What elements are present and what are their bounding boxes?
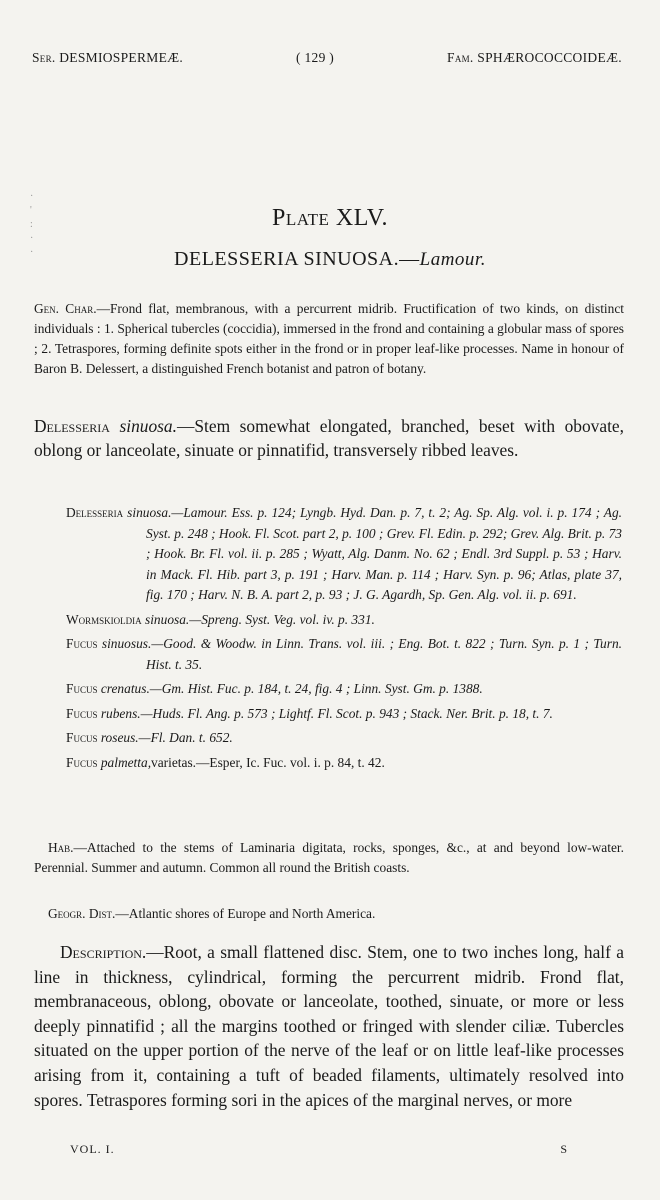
synonym-citations: Good. & Woodw. in Linn. Trans. vol. iii. ; Eng. Bot. t. 822 ; Turn. Syn. p. 1 ; Turn. Hist. t. 35. [146, 636, 622, 672]
volume-label: VOL. I. [70, 1142, 115, 1156]
margin-specks: · ' : · · [30, 191, 34, 258]
habitat [34, 838, 624, 878]
synonym-epithet: sinuosus.— [101, 636, 164, 651]
synonym-epithet: palmetta, [100, 754, 152, 770]
synonym-entry [66, 753, 622, 774]
species-author: Lamour. [419, 249, 486, 270]
description-text: —Root, a small flattened disc. Stem, one to two inches long, half a line in thickness, cylindrical, forming the percurrent midrib. Frond flat, membranaceous, oblong, obovate or lanceolate, toothed, sinuate, or more or less deeply pinnatifid ; all the margins toothed or fringed with slender ciliæ. Tubercles situated on the upper portion of the nerve of the leaf or on little leaf-like processes arising from it, containing a tuft of beaded filaments, ultimately resolved into spores. Tetraspores forming sori in the apices of the marginal nerves, or more [34, 942, 624, 1110]
synonym-entry [66, 728, 622, 749]
synonym-citations: Spreng. Syst. Veg. vol. iv. p. 331. [201, 611, 375, 627]
geogr-label: Geogr. Dist. [48, 906, 116, 921]
synonym-citations: Gm. Hist. Fuc. p. 184, t. 24, fig. 4 ; Linn. Syst. Gm. p. 1388. [161, 681, 483, 696]
habitat-text: —Attached to the stems of Laminaria digitata, rocks, sponges, &c., at and beyond low-water. Perennial. Summer and autumn. Common all round the British coasts. [34, 840, 624, 875]
description [34, 940, 624, 1112]
description-label: Description. [60, 942, 147, 962]
synonym-citations: Lamour. Ess. p. 124; Lyngb. Hyd. Dan. p. 7, t. 2; Ag. Sp. Alg. vol. i. p. 174 ; Ag. Syst. p. 248 ; Hook. Fl. Scot. part 2, p. 100 ; Grev. Fl. Edin. p. 292; Grev. Alg. Brit. p. 73 ; Hook. Br. Fl. vol. ii. p. 285 ; Wyatt, Alg. Danm. No. 62 ; Endl. 3rd Suppl. p. 53 ; Harv. in Mack. Fl. Hib. part 3, p. 191 ; Harv. Man. p. 114 ; Harv. Syn. p. 96; Atlas, plate 37, fig. 170 ; Harv. N. B. A. part 2, p. 93 ; J. G. Agardh, Sp. Gen. Alg. vol. ii. p. 691. [146, 505, 622, 602]
synonym-epithet: rubens.— [100, 705, 153, 721]
page-number: ( 129 ) [296, 50, 335, 65]
diagnosis-text: —Stem somewhat elongated, branched, beset with obovate, oblong or lanceolate, sinuate or pinnatifid, transversely ribbed leaves. [34, 416, 624, 460]
signature-mark: S [560, 1142, 568, 1156]
synonym-citations: Fl. Dan. t. 652. [150, 730, 233, 745]
synonym-citations: Huds. Fl. Ang. p. 573 ; Lightf. Fl. Scot. p. 943 ; Stack. Ner. Brit. p. 18, t. 7. [152, 705, 553, 721]
synonym-epithet: crenatus.— [100, 681, 162, 696]
plate-title: Plate XLV. [272, 205, 388, 231]
synonym-genus: Fucus [66, 681, 98, 696]
geographic-distribution [48, 904, 624, 924]
synonym-entry [66, 634, 622, 675]
synonym-entry [66, 503, 622, 606]
diagnosis-species: sinuosa. [119, 416, 177, 436]
synonym-epithet: sinuosa.— [145, 611, 202, 627]
geogr-text: —Atlantic shores of Europe and North America. [115, 906, 376, 921]
synonym-epithet: sinuosa.— [127, 505, 184, 520]
synonym-genus: Fucus [66, 705, 98, 721]
diagnosis-genus: Delesseria [34, 416, 110, 436]
species-diagnosis [34, 414, 624, 462]
generic-character [34, 299, 624, 379]
synonym-entry [66, 704, 622, 725]
synonym-genus: Fucus [66, 754, 98, 770]
page-footer [70, 1142, 568, 1157]
gen-char-label: Gen. Char. [34, 301, 97, 316]
synonym-epithet: roseus.— [100, 730, 151, 745]
synonym-genus: Wormskioldia [66, 611, 142, 627]
species-title [0, 248, 660, 271]
synonym-entry [66, 679, 622, 700]
species-name: DELESSERIA SINUOSA.— [174, 248, 420, 270]
synonymy-list [66, 503, 622, 777]
habitat-label: Hab. [48, 840, 74, 855]
header-series: Ser. DESMIOSPERMEÆ. [32, 50, 184, 65]
synonym-citations: varietas.—Esper, Ic. Fuc. vol. i. p. 84, t. 42. [151, 754, 385, 770]
running-header [32, 50, 622, 66]
header-family: Fam. SPHÆROCOCCOIDEÆ. [447, 50, 622, 65]
synonym-entry [66, 610, 622, 631]
synonym-genus: Fucus [66, 730, 98, 745]
synonym-genus: Delesseria [66, 505, 124, 520]
gen-char-text: —Frond flat, membranous, with a percurrent midrib. Fructification of two kinds, on distinct individuals : 1. Spherical tubercles (coccidia), immersed in the frond and containing a globular mass of spores ; 2. Tetraspores, forming definite spots either in the frond or in proper leaf-like processes. Name in honour of Baron B. Delessert, a distinguished French botanist and patron of botany. [34, 301, 624, 376]
synonym-genus: Fucus [66, 636, 98, 651]
